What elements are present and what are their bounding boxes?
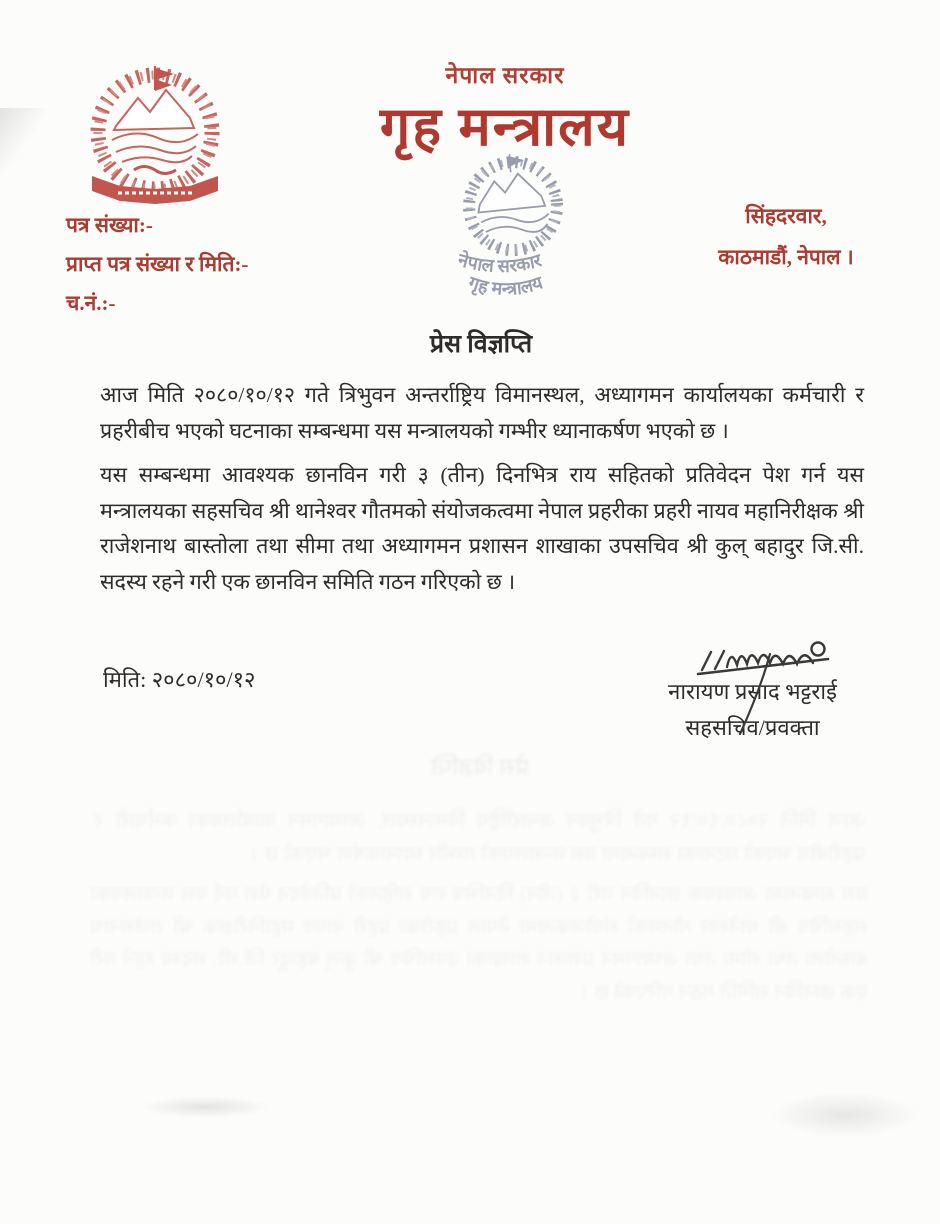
address-line1: सिंहदरवार, <box>745 204 827 228</box>
government-name: नेपाल सरकार <box>445 63 565 88</box>
ministry-name: गृह मन्त्रालय <box>379 97 631 157</box>
letter-meta-fields <box>66 206 248 323</box>
letter-number-label: पत्र संख्या:- <box>66 213 153 237</box>
ministry-stamp <box>412 143 618 324</box>
bleed-through-paragraph-2: यस सम्बन्धमा आवश्यक छानविन गरी ३ (तीन) दिनभित्र राय सहितको प्रतिवेदन पेश गर्न यस मन्त्रालयका सहसचिव श्री थानेश्वर गौतमको संयोजकत्वमा नेपाल प्रहरीका प्रहरी नायव महानिरीक्षक श्री राजेशनाथ बास्तोला तथा सीमा तथा अध्यागमन प्रशासन शाखाका उपसचिव श्री कुल् बहादुर जि.सी. सदस्य रहने गरी एक छानविन समिति गठन गरिएको छ । <box>90 882 868 1004</box>
signer-role: सहसचिव/प्रवक्ता <box>685 715 820 740</box>
bleed-through-smudge <box>770 1092 920 1138</box>
dispatch-number-label: च.नं.:- <box>66 291 116 315</box>
body-paragraph-1: आज मिति २०८०/१०/१२ गते त्रिभुवन अन्तर्राष्ट्रिय विमानस्थल, अध्यागमन कार्यालयका कर्मचारी र प्रहरीबीच भएको घटनाका सम्बन्धमा यस मन्त्रालयको गम्भीर ध्यानाकर्षण भएको छ । <box>100 383 864 443</box>
address-line2: काठमाडौं, नेपाल । <box>718 245 854 269</box>
bleed-through-smudge <box>140 1096 270 1118</box>
received-letter-label: प्राप्त पत्र संख्या र मिति:- <box>66 252 249 276</box>
nepal-coat-of-arms-emblem <box>78 58 233 214</box>
body-paragraph-2: यस सम्बन्धमा आवश्यक छानविन गरी ३ (तीन) दिनभित्र राय सहितको प्रतिवेदन पेश गर्न यस मन्त्रालयका सहसचिव श्री थानेश्वर गौतमको संयोजकत्वमा नेपाल प्रहरीका प्रहरी नायव महानिरीक्षक श्री राजेशनाथ बास्तोला तथा सीमा तथा अध्यागमन प्रशासन शाखाका उपसचिव श्री कुल् बहादुर जि.सी. सदस्य रहने गरी एक छानविन समिति गठन गरिएको छ । <box>100 463 864 594</box>
scan-artifact <box>0 108 46 178</box>
stamp-text-line2: गृह मन्त्रालय <box>466 272 546 300</box>
bleed-through-title: प्रेस विज्ञप्ति <box>430 755 530 781</box>
date-line: मिति: २०८०/१०/१२ <box>103 667 256 692</box>
signer-name: नारायण प्रसाद भट्टराई <box>668 679 837 704</box>
stamp-text-line1: नेपाल सरकार <box>455 249 544 277</box>
page-title: प्रेस विज्ञप्ति <box>429 331 533 358</box>
signature-scribble <box>648 628 873 740</box>
office-address <box>688 196 884 278</box>
bleed-through-paragraph-1: आज मिति २०८०/१०/१२ गते त्रिभुवन अन्तर्राष्ट्रिय विमानस्थल, अध्यागमन कार्यालयका कर्मचारी र प्रहरीबीच भएको घटनाका सम्बन्धमा यस मन्त्रालयको गम्भीर ध्यानाकर्षण भएको छ । <box>95 808 865 866</box>
